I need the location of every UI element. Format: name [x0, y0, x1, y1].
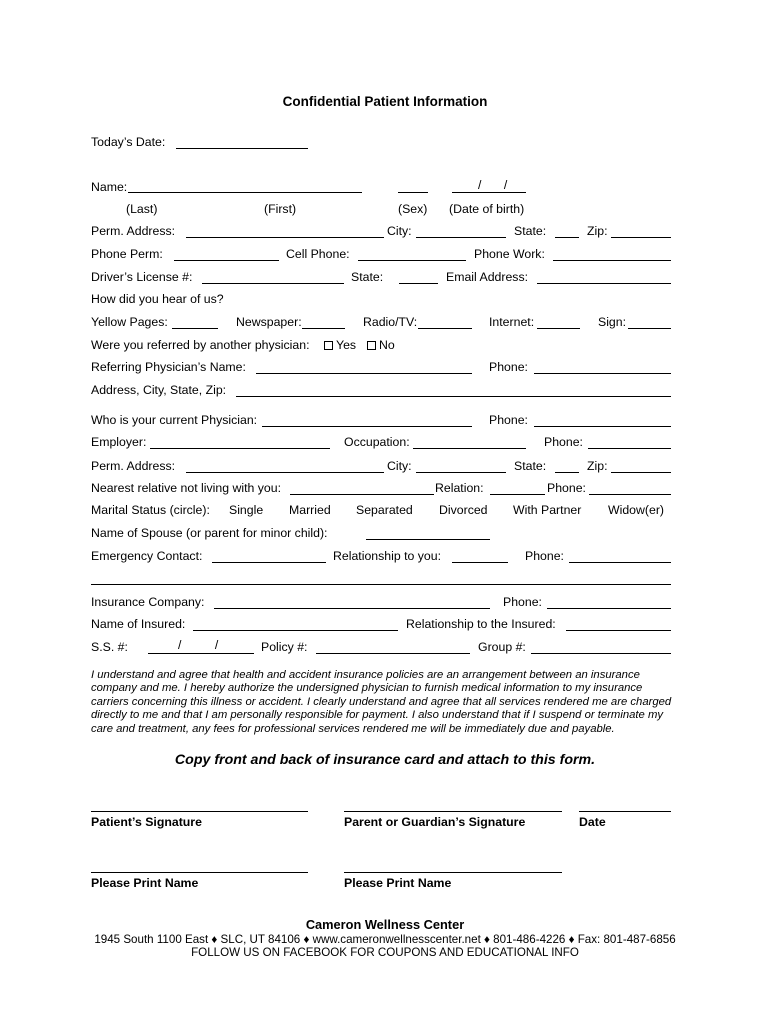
employer-field[interactable] — [150, 448, 330, 449]
policy-field[interactable] — [316, 653, 470, 654]
no-label: No — [379, 338, 395, 352]
referring-physician-label: Referring Physician’s Name: — [91, 360, 246, 374]
ss-slashes: / / — [178, 638, 219, 652]
occupation-label: Occupation: — [344, 435, 410, 449]
agreement-text: I understand and agree that health and accident insurance policies are an arrangement between an insurance company and me. I hereby authorize the undersigned physician to furnish medical information to my insurance carriers concerning this illness or accident. I clearly understand and agree that all services rendered me are charged directly to me and that I am personally responsible for payment. I also understand that if I suspend or terminate my care and treatment, any fees for professional services rendered me will be immediately due and payable. — [91, 669, 672, 735]
group-field[interactable] — [531, 653, 671, 654]
sex-field[interactable] — [398, 192, 428, 193]
hear-label: How did you hear of us? — [91, 292, 224, 306]
sex-caption: (Sex) — [398, 202, 428, 216]
dl-state-label: State: — [351, 270, 384, 284]
footer-address: 1945 South 1100 East ♦ SLC, UT 84106 ♦ www.cameronwellnesscenter.net ♦ 801-486-4226 ♦ Fax: 801-487-6856 — [94, 933, 676, 946]
print-name-2-field[interactable] — [344, 872, 562, 873]
patient-signature-field[interactable] — [91, 811, 308, 812]
marital-with-partner[interactable]: With Partner — [513, 503, 582, 517]
marital-single[interactable]: Single — [229, 503, 264, 517]
referred-label: Were you referred by another physician: — [91, 338, 310, 352]
zip-2-field[interactable] — [611, 472, 671, 473]
drivers-license-field[interactable] — [202, 283, 344, 284]
last-caption: (Last) — [126, 202, 158, 216]
footer-org-name: Cameron Wellness Center — [305, 917, 465, 932]
relationship-to-insured-field[interactable] — [566, 630, 671, 631]
relative-phone-field[interactable] — [589, 494, 671, 495]
spouse-field[interactable] — [366, 539, 490, 540]
phone-work-field[interactable] — [553, 260, 671, 261]
copy-card-instruction: Copy front and back of insurance card and attach to this form. — [174, 752, 596, 768]
relationship-to-you-label: Relationship to you: — [333, 549, 442, 563]
nearest-relative-label: Nearest relative not living with you: — [91, 481, 282, 495]
todays-date-field[interactable] — [176, 148, 308, 149]
insurance-phone-field[interactable] — [547, 608, 671, 609]
relationship-to-you-field[interactable] — [452, 562, 508, 563]
email-label: Email Address: — [446, 270, 529, 284]
name-of-insured-label: Name of Insured: — [91, 617, 186, 631]
yes-label: Yes — [336, 338, 357, 352]
patient-signature-label: Patient’s Signature — [91, 815, 202, 829]
ss-label: S.S. #: — [91, 640, 128, 654]
page-title: Confidential Patient Information — [282, 94, 488, 109]
group-label: Group #: — [478, 640, 526, 654]
phone-perm-label: Phone Perm: — [91, 247, 163, 261]
marital-married[interactable]: Married — [289, 503, 331, 517]
referring-phone-label: Phone: — [489, 360, 528, 374]
radio-tv-field[interactable] — [418, 328, 472, 329]
name-label: Name: — [91, 180, 128, 194]
occupation-field[interactable] — [413, 448, 526, 449]
state-label: State: — [514, 224, 547, 238]
emergency-contact-label: Emergency Contact: — [91, 549, 203, 563]
yes-checkbox[interactable] — [324, 341, 333, 350]
first-caption: (First) — [264, 202, 297, 216]
referring-physician-field[interactable] — [256, 373, 472, 374]
zip-field[interactable] — [611, 237, 671, 238]
city-2-field[interactable] — [416, 472, 506, 473]
employer-phone-label: Phone: — [544, 435, 583, 449]
name-field[interactable] — [128, 192, 362, 193]
city-label: City: — [387, 224, 412, 238]
guardian-signature-label: Parent or Guardian’s Signature — [344, 815, 526, 829]
extra-line-field[interactable] — [91, 584, 671, 585]
marital-widow[interactable]: Widow(er) — [608, 503, 665, 517]
relationship-to-insured-label: Relationship to the Insured: — [406, 617, 556, 631]
zip-2-label: Zip: — [587, 459, 608, 473]
state-2-field[interactable] — [555, 472, 579, 473]
nearest-relative-field[interactable] — [290, 494, 434, 495]
perm-address-2-field[interactable] — [186, 472, 384, 473]
physician-phone-label: Phone: — [489, 413, 528, 427]
cell-phone-field[interactable] — [358, 260, 466, 261]
drivers-license-label: Driver’s License #: — [91, 270, 193, 284]
date-signature-field[interactable] — [579, 811, 671, 812]
insurance-company-field[interactable] — [214, 608, 490, 609]
insurance-phone-label: Phone: — [503, 595, 542, 609]
insurance-company-label: Insurance Company: — [91, 595, 205, 609]
emergency-contact-field[interactable] — [212, 562, 326, 563]
dl-state-field[interactable] — [399, 283, 438, 284]
cell-phone-label: Cell Phone: — [286, 247, 350, 261]
marital-divorced[interactable]: Divorced — [439, 503, 488, 517]
internet-label: Internet: — [489, 315, 535, 329]
spouse-label: Name of Spouse (or parent for minor child): — [91, 526, 328, 540]
address-csz-field[interactable] — [236, 396, 671, 397]
referred-yes[interactable] — [324, 338, 356, 352]
ss-field[interactable] — [148, 653, 254, 654]
current-physician-field[interactable] — [262, 426, 472, 427]
internet-field[interactable] — [537, 328, 580, 329]
dob-slashes: / / — [478, 178, 508, 192]
print-name-2-label: Please Print Name — [344, 876, 452, 890]
newspaper-field[interactable] — [302, 328, 345, 329]
zip-label: Zip: — [587, 224, 608, 238]
sign-field[interactable] — [628, 328, 671, 329]
print-name-1-field[interactable] — [91, 872, 308, 873]
city-2-label: City: — [387, 459, 412, 473]
todays-date-label: Today’s Date: — [91, 135, 166, 149]
referred-no[interactable] — [367, 338, 395, 352]
perm-address-2-label: Perm. Address: — [91, 459, 176, 473]
yellow-pages-label: Yellow Pages: — [91, 315, 168, 329]
perm-address-field[interactable] — [186, 237, 384, 238]
emergency-phone-label: Phone: — [525, 549, 564, 563]
dob-caption: (Date of birth) — [449, 202, 525, 216]
footer-facebook: FOLLOW US ON FACEBOOK FOR COUPONS AND EDUCATIONAL INFO — [191, 946, 579, 959]
relation-label: Relation: — [435, 481, 484, 495]
phone-perm-field[interactable] — [174, 260, 279, 261]
guardian-signature-field[interactable] — [344, 811, 562, 812]
email-field[interactable] — [537, 283, 671, 284]
state-field[interactable] — [555, 237, 579, 238]
referring-phone-field[interactable] — [534, 373, 671, 374]
perm-address-label: Perm. Address: — [91, 224, 176, 238]
date-label: Date — [579, 815, 606, 829]
radio-tv-label: Radio/TV: — [363, 315, 418, 329]
policy-label: Policy #: — [261, 640, 308, 654]
newspaper-label: Newspaper: — [236, 315, 302, 329]
emergency-phone-field[interactable] — [569, 562, 671, 563]
marital-separated[interactable]: Separated — [356, 503, 413, 517]
yellow-pages-field[interactable] — [172, 328, 218, 329]
name-of-insured-field[interactable] — [193, 630, 398, 631]
dob-field[interactable] — [452, 192, 526, 193]
city-field[interactable] — [416, 237, 506, 238]
print-name-1-label: Please Print Name — [91, 876, 199, 890]
no-checkbox[interactable] — [367, 341, 376, 350]
employer-phone-field[interactable] — [588, 448, 671, 449]
sign-label: Sign: — [598, 315, 627, 329]
address-csz-label: Address, City, State, Zip: — [91, 383, 227, 397]
phone-work-label: Phone Work: — [474, 247, 545, 261]
marital-status-label: Marital Status (circle): — [91, 503, 210, 517]
physician-phone-field[interactable] — [534, 426, 671, 427]
current-physician-label: Who is your current Physician: — [91, 413, 258, 427]
employer-label: Employer: — [91, 435, 147, 449]
relation-field[interactable] — [490, 494, 545, 495]
state-2-label: State: — [514, 459, 547, 473]
relative-phone-label: Phone: — [547, 481, 586, 495]
